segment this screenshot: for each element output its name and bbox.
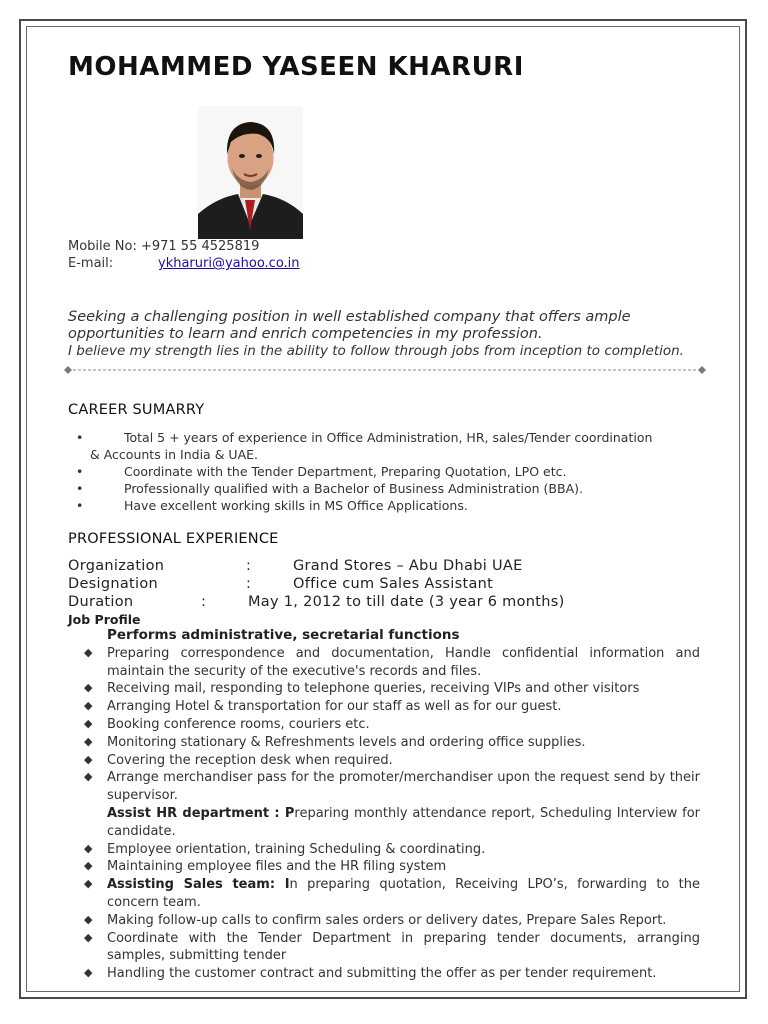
candidate-name: MOHAMMED YASEEN KHARURI xyxy=(68,52,524,82)
mobile-number: Mobile No: +971 55 4525819 xyxy=(68,239,260,254)
objective-statement xyxy=(68,309,708,360)
objective-line-1: Seeking a challenging position in well established company that offers ample xyxy=(68,309,631,325)
diamond-bullet-icon: ◆ xyxy=(84,877,93,891)
bullet-icon: • xyxy=(76,464,84,479)
list-item: ◆ Making follow-up calls to confirm sales orders or delivery dates, Prepare Sales Report. xyxy=(84,912,667,928)
career-summary-list xyxy=(76,429,696,514)
list-item: ◆ Arranging Hotel & transportation for our staff as well as for our guest. xyxy=(84,699,562,715)
career-summary-heading: CAREER SUMARRY xyxy=(68,402,205,418)
list-item: ◆ Arrange merchandiser pass for the promoter/merchandiser upon the request send by their supervisor. xyxy=(84,770,700,804)
diamond-bullet-icon: ◆ xyxy=(84,930,93,944)
objective-line-3: I believe my strength lies in the ability to follow through jobs from inception to completion. xyxy=(68,343,684,359)
objective-line-2: opportunities to learn and enrich competencies in my profession. xyxy=(68,326,543,342)
designation-value: Office cum Sales Assistant xyxy=(293,576,494,592)
experience-heading: PROFESSIONAL EXPERIENCE xyxy=(68,531,279,547)
list-item: ◆ Assisting Sales team: In preparing quotation, Receiving LPO’s, forwarding to the concern team. xyxy=(84,877,700,910)
diamond-bullet-icon: ◆ xyxy=(84,966,93,980)
diamond-bullet-icon: ◆ xyxy=(84,734,93,748)
bullet-icon: • xyxy=(76,481,84,496)
diamond-bullet-icon: ◆ xyxy=(84,645,93,659)
colon: : xyxy=(246,558,252,574)
list-item: ◆ Coordinate with the Tender Department in preparing tender documents, arranging samples, submitting tender xyxy=(84,930,700,964)
diamond-bullet-icon: ◆ xyxy=(84,681,93,695)
list-item: ◆ Receiving mail, responding to telephone queries, receiving VIPs and other visitors xyxy=(84,681,640,697)
list-item: ◆ Booking conference rooms, couriers etc. xyxy=(84,716,370,732)
colon: : xyxy=(201,594,207,610)
diamond-bullet-icon: ◆ xyxy=(84,912,93,926)
list-item: • Total 5 + years of experience in Office Administration, HR, sales/Tender coordination & Accounts in India & UAE. xyxy=(76,430,653,462)
bullet-icon: • xyxy=(76,498,84,513)
duration-label: Duration xyxy=(68,594,134,610)
list-item: ◆ Covering the reception desk when required. xyxy=(84,752,393,768)
list-item: ◆ Monitoring stationary & Refreshments levels and ordering office supplies. xyxy=(84,734,586,750)
diamond-bullet-icon: ◆ xyxy=(84,859,93,873)
diamond-bullet-icon: ◆ xyxy=(84,752,93,766)
diamond-bullet-icon: ◆ xyxy=(84,770,93,784)
hr-duty-bold: Assist HR department : P xyxy=(107,805,295,821)
hr-duty: Assist HR department : Preparing monthly attendance report, Scheduling Interview for candidate. xyxy=(107,805,700,839)
duration-value: May 1, 2012 to till date (3 year 6 months) xyxy=(248,594,565,610)
section-divider xyxy=(64,364,706,376)
list-item: • Coordinate with the Tender Department, Preparing Quotation, LPO etc. xyxy=(76,464,567,479)
list-item: ◆ Handling the customer contract and submitting the offer as per tender requirement. xyxy=(84,966,657,982)
organization-label: Organization xyxy=(68,558,165,574)
diamond-bullet-icon: ◆ xyxy=(84,699,93,713)
list-item: ◆ Maintaining employee files and the HR filing system xyxy=(84,859,447,875)
colon: : xyxy=(246,576,252,592)
job-profile-label: Job Profile xyxy=(68,612,141,627)
job-duties xyxy=(84,627,700,983)
list-item: ◆ Preparing correspondence and documentation, Handle confidential information and maintain the security of the executive's records and files. xyxy=(84,645,700,679)
diamond-bullet-icon: ◆ xyxy=(84,841,93,855)
bullet-icon: • xyxy=(76,430,84,445)
email-label: E-mail: xyxy=(68,256,114,271)
email-link[interactable]: ykharuri@yahoo.co.in xyxy=(158,256,300,271)
sales-duty-bold: Assisting Sales team: I xyxy=(107,877,290,893)
profile-photo xyxy=(198,106,303,239)
list-item: ◆ Employee orientation, training Scheduling & coordinating. xyxy=(84,841,486,857)
diamond-bullet-icon: ◆ xyxy=(84,716,93,730)
admin-subheading: Performs administrative, secretarial functions xyxy=(107,627,460,643)
list-item: • Professionally qualified with a Bachelor of Business Administration (BBA). xyxy=(76,481,583,496)
designation-label: Designation xyxy=(68,576,159,592)
email-row xyxy=(68,256,300,271)
organization-value: Grand Stores – Abu Dhabi UAE xyxy=(293,558,523,574)
list-item: • Have excellent working skills in MS Office Applications. xyxy=(76,498,468,513)
